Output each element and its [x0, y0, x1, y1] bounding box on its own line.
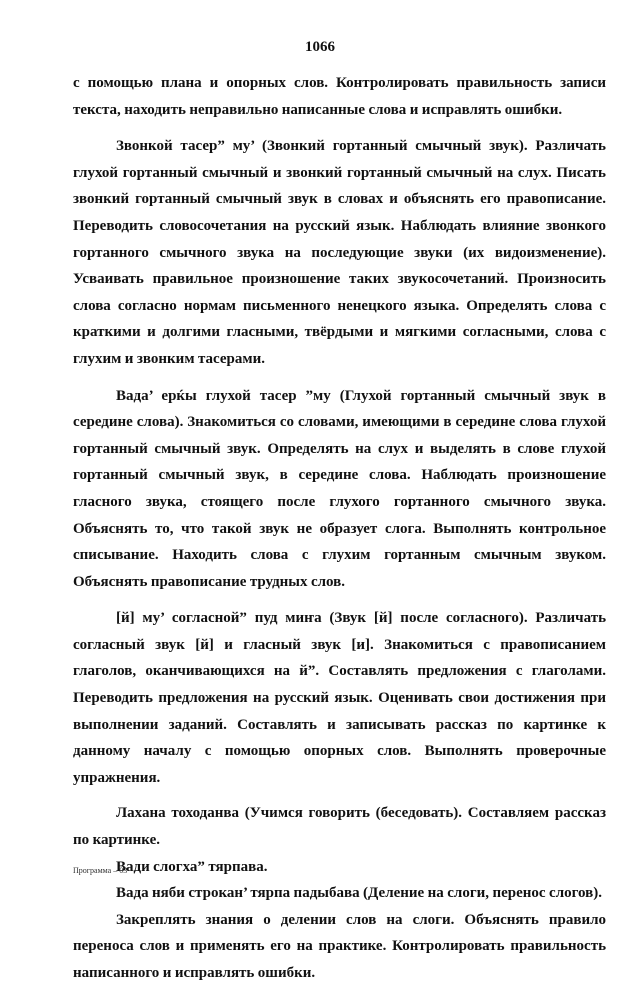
page-number: 1066 [305, 39, 335, 55]
paragraph: Лахана тоходанва (Учимся говорить (беседовать). Составляем рассказ по картинке. [73, 805, 606, 849]
document-body [73, 70, 606, 987]
paragraph: Звонкой тасер” му’ (Звонкий гортанный смычный звук). Различать глухой гортанный смычный и звонкий гортанный смычный на слух. Писать звонкий гортанный смычный звук в словах и объяснять его правописание. Переводить словосочетания на русский язык. Наблюдать влияние звонкого гортанного смычного звука на последующие звуки (их видоизменение). Усваивать правильное произношение таких звукосочетаний. Произносить слова согласно нормам письменного ненецкого языка. Определять слова с краткими и долгими гласными, твёрдыми и мягкими согласными, слова с глухим и звонким тасерами. [73, 138, 606, 367]
paragraph: с помощью плана и опорных слов. Контролировать правильность записи текста, находить неправильно написанные слова и исправлять ошибки. [73, 75, 606, 118]
paragraph: [й] му’ согласной” пуд миҥа (Звук [й] после согласного). Различать согласный звук [й] и гласный звук [и]. Знакомиться с правописанием глаголов, оканчивающихся на й”. Составлять предложения с глаголами. Переводить предложения на русский язык. Оценивать свои достижения при выполнении заданий. Составлять и записывать рассказ по картинке к данному началу с помощью опорных слов. Выполнять проверочные упражнения. [73, 610, 606, 786]
page-footer: Программа – 03 [73, 866, 128, 875]
paragraph: Вада’ ерќы глухой тасер ”му (Глухой гортанный смычный звук в середине слова). Знакомиться со словами, имеющими в середине слова глухой гортанный смычный звук. Определять на слух и выделять в слове глухой гортанный смычный звук, в середине слова. Наблюдать произношение гласного звука, стоящего после глухого гортанного смычного звука. Объяснять то, что такой звук не образует слога. Выполнять контрольное списывание. Находить слова с глухим гортанным смычным звуком. Объяснять правописание трудных слов. [73, 387, 606, 590]
paragraph: Закреплять знания о делении слов на слоги. Объяснять правило переноса слов и применять его на практике. Контролировать правильность написанного и исправлять ошибки. [73, 911, 606, 981]
paragraph: Вада няби строкан’ тярпа падыбава (Деление на слоги, перенос слогов). [116, 885, 603, 902]
paragraph: Вади слогха” тярпава. [116, 858, 268, 875]
